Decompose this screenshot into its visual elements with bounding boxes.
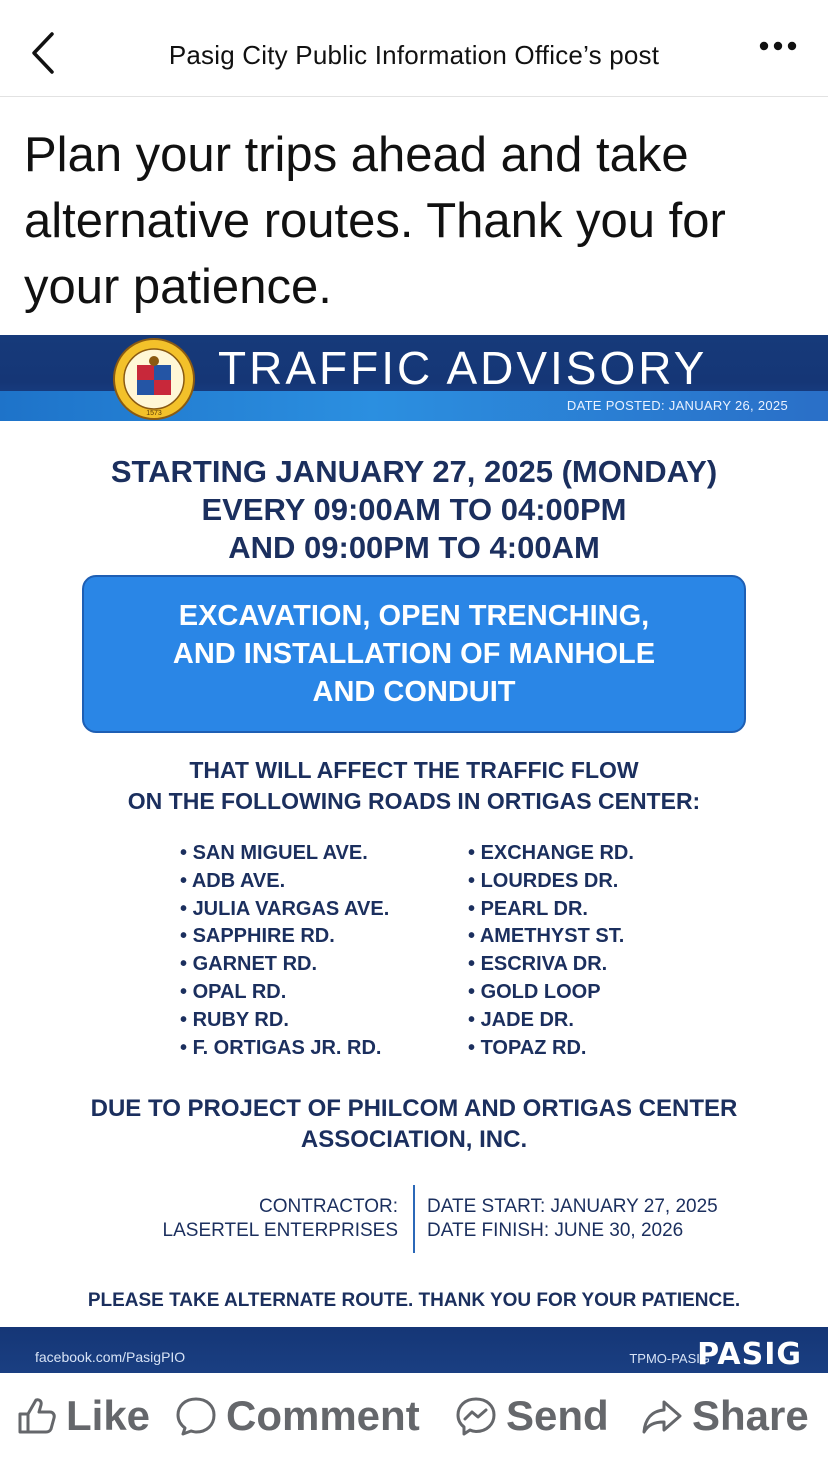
affect-line: ON THE FOLLOWING ROADS IN ORTIGAS CENTER: <box>127 788 701 814</box>
road-item: • F. ORTIGAS JR. RD. <box>180 1035 389 1063</box>
ellipsis-icon <box>756 36 800 56</box>
schedule-text <box>0 453 828 567</box>
comment-button[interactable] <box>174 1391 420 1441</box>
post-header-title: Pasig City Public Information Office’s post <box>168 40 660 70</box>
contractor-label: CONTRACTOR: <box>259 1196 398 1217</box>
messenger-icon <box>454 1394 498 1438</box>
post-caption: Plan your trips ahead and take alternative routes. Thank you for your patience. <box>24 128 726 314</box>
contractor-name: LASERTEL ENTERPRISES <box>162 1220 398 1241</box>
affected-roads-heading <box>0 755 828 817</box>
thumbs-up-icon <box>14 1394 58 1438</box>
work-description-box <box>82 575 746 733</box>
date-finish: DATE FINISH: JUNE 30, 2026 <box>427 1220 684 1241</box>
send-label: Send <box>506 1392 609 1439</box>
post-action-bar <box>0 1373 828 1470</box>
poster-banner <box>0 335 828 421</box>
road-item: • JULIA VARGAS AVE. <box>180 896 389 924</box>
road-item: • PEARL DR. <box>468 896 634 924</box>
work-line: EXCAVATION, OPEN TRENCHING, <box>178 600 650 632</box>
schedule-line: AND 09:00PM TO 4:00AM <box>228 530 600 565</box>
project-owner-text <box>0 1093 828 1155</box>
date-posted: DATE POSTED: JANUARY 26, 2025 <box>566 398 788 413</box>
affect-line: THAT WILL AFFECT THE TRAFFIC FLOW <box>189 757 639 783</box>
road-item: • SAN MIGUEL AVE. <box>180 840 389 868</box>
svg-text:1573: 1573 <box>146 410 162 417</box>
work-line: AND INSTALLATION OF MANHOLE <box>172 638 656 670</box>
road-item: • ESCRIVA DR. <box>468 951 634 979</box>
poster-footer <box>0 1327 828 1373</box>
road-item: • SAPPHIRE RD. <box>180 923 389 951</box>
share-arrow-icon <box>640 1394 684 1438</box>
schedule-line: STARTING JANUARY 27, 2025 (MONDAY) <box>110 454 718 489</box>
comment-bubble-icon <box>174 1394 218 1438</box>
road-item: • GOLD LOOP <box>468 979 634 1007</box>
road-item: • AMETHYST ST. <box>468 923 634 951</box>
road-item: • OPAL RD. <box>180 979 389 1007</box>
share-label: Share <box>692 1392 809 1439</box>
comment-label: Comment <box>226 1392 420 1439</box>
schedule-line: EVERY 09:00AM TO 04:00PM <box>201 492 627 527</box>
footer-url: facebook.com/PasigPIO <box>35 1349 186 1365</box>
road-item: • ADB AVE. <box>180 868 389 896</box>
road-item: • JADE DR. <box>468 1007 634 1035</box>
roads-list-left <box>180 840 389 1062</box>
share-button[interactable] <box>640 1391 809 1441</box>
road-item: • TOPAZ RD. <box>468 1035 634 1063</box>
post-header <box>0 0 828 97</box>
road-item: • EXCHANGE RD. <box>468 840 634 868</box>
footer-tpmo: TPMO-PASIG <box>629 1351 710 1366</box>
road-item: • GARNET RD. <box>180 951 389 979</box>
like-label: Like <box>66 1392 151 1439</box>
pasig-logo: PASIG <box>697 1337 802 1372</box>
send-button[interactable] <box>454 1391 609 1441</box>
work-line: AND CONDUIT <box>312 676 516 708</box>
project-dates <box>427 1195 718 1243</box>
due-line: DUE TO PROJECT OF PHILCOM AND ORTIGAS CENTER <box>90 1095 738 1122</box>
due-line: ASSOCIATION, INC. <box>300 1126 528 1153</box>
road-item: • RUBY RD. <box>180 1007 389 1035</box>
closing-note: PLEASE TAKE ALTERNATE ROUTE. THANK YOU FOR YOUR PATIENCE. <box>87 1290 741 1311</box>
contractor-info <box>163 1195 398 1243</box>
date-start: DATE START: JANUARY 27, 2025 <box>427 1196 718 1217</box>
like-button[interactable] <box>14 1391 150 1441</box>
poster-title: TRAFFIC ADVISORY <box>218 342 708 394</box>
more-options-button[interactable] <box>756 36 800 66</box>
road-item: • LOURDES DR. <box>468 868 634 896</box>
advisory-poster[interactable] <box>0 335 828 1373</box>
contract-divider <box>413 1185 415 1253</box>
city-seal-icon <box>110 335 198 421</box>
roads-list-right <box>468 840 634 1062</box>
